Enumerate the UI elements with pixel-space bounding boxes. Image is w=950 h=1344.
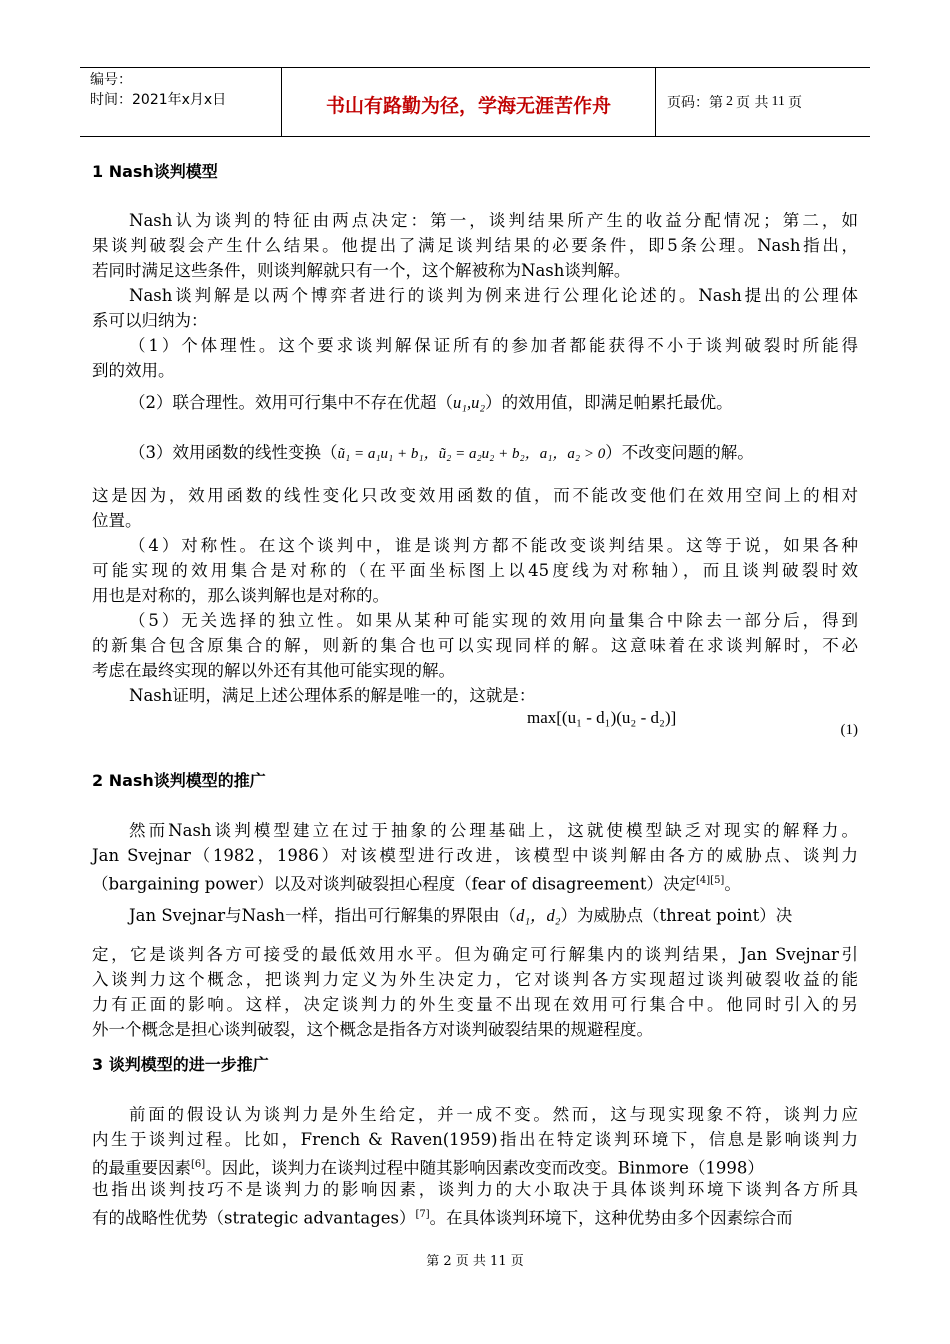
axiom-1-line: 到的效用。 [92,361,175,380]
axiom-2-text-end: ）的效用值，即满足帕累托最优。 [485,393,733,412]
paragraph-text-end: 。 [724,874,741,894]
header-motto-cell [282,68,656,136]
paragraph-line: 果谈判破裂会产生什么结果。他提出了满足谈判结果的必要条件，即5条公理。Nash指出， [92,236,858,255]
section-2-title: 2 Nash谈判模型的推广 [92,771,266,790]
equation-1-number: (1) [840,722,858,738]
paragraph-text-end: ）为威胁点（threat point）决 [560,906,793,925]
citation-ref: [7] [415,1209,430,1220]
axiom-4-line: 可能实现的效用集合是对称的（在平面坐标图上以45度线为对称轴），而且谈判破裂时效 [92,561,858,580]
paragraph-line: 系可以归纳为： [92,311,208,330]
page-header [80,67,870,137]
paragraph-text: 有的战略性优势（strategic advantages） [92,1208,416,1228]
page-mid: 页 共 [736,95,769,111]
axiom-3-text-end: ）不改变问题的解。 [605,443,754,462]
section-3-title: 3 谈判模型的进一步推广 [92,1055,269,1074]
axiom-2-math: u₁,u₂ [453,393,486,412]
axiom-4-line: 用也是对称的，那么谈判解也是对称的。 [92,586,389,605]
paragraph-text: Jan Svejnar与Nash一样，指出可行解集的界限由（ [129,906,517,925]
axiom-5-line: （5）无关选择的独立性。如果从某种可能实现的效用向量集合中除去一部分后，得到 [129,611,858,630]
paragraph-line: Jan Svejnar（1982，1986）对该模型进行改进，该模型中谈判解由各方的威胁点、谈判力 [92,846,858,865]
paragraph-line: Nash谈判解是以两个博弈者进行的谈判为例来进行公理化论述的。Nash提出的公理体 [129,286,858,305]
paragraph-text-end: 。因此，谈判力在谈判过程中随其影响因素改变而改变。Binmore（1998） [205,1158,764,1178]
axiom-3-text: （3）效用函数的线性变换（ [129,443,338,462]
header-motto: 书山有路勤为径，学海无涯苦作舟 [325,94,611,117]
document-time: 时间：2021年x月x日 [90,92,227,108]
axiom-1-line: （1）个体理性。这个要求谈判解保证所有的参加者都能获得不小于谈判破裂时所能得 [129,336,858,355]
paragraph-line [92,903,895,928]
paragraph-line: 定，它是谈判各方可接受的最低效用水平。但为确定可行解集内的谈判结果，Jan Svejnar引 [92,945,858,964]
paragraph-text-end: 。在具体谈判环境下，这种优势由多个因素综合而 [429,1208,793,1228]
axiom-5-line: 考虑在最终实现的解以外还有其他可能实现的解。 [92,661,455,680]
section-1-title: 1 Nash谈判模型 [92,162,218,181]
header-meta [80,68,282,136]
document-number-label: 编号： [90,72,132,88]
citation-ref: [4][5] [696,875,725,886]
axiom-2-line [92,390,895,415]
axiom-4-line: （4）对称性。在这个谈判中，谁是谈判方都不能改变谈判结果。这等于说，如果各种 [129,536,858,555]
equation-1: max[(u₁ - d₁)(u₂ - d₂)] [527,708,677,727]
paragraph-line: 然而Nash谈判模型建立在过于抽象的公理基础上，这就使模型缺乏对现实的解释力。 [129,821,858,840]
paragraph-line: 外一个概念是担心谈判破裂，这个概念是指各方对谈判破裂结果的规避程度。 [92,1020,653,1039]
axiom-5-line: 的新集合包含原集合的解，则新的集合也可以实现同样的解。这意味着在求谈判解时，不必 [92,636,858,655]
page-current: 2 [726,94,733,109]
page-prefix: 页码：第 [667,95,723,111]
paragraph-line: 也指出谈判技巧不是谈判力的影响因素，谈判力的大小取决于具体谈判环境下谈判各方所具 [92,1180,858,1199]
paragraph-line: 内生于谈判过程。比如，French & Raven(1959)指出在特定谈判环境下，信息是影响谈判力 [92,1130,858,1149]
paragraph-line: Nash证明，满足上述公理体系的解是唯一的，这就是： [129,686,536,705]
axiom-2-text: （2）联合理性。效用可行集中不存在优超（ [129,393,453,412]
page-suffix: 页 [787,95,802,111]
paragraph-line: Nash认为谈判的特征由两点决定：第一，谈判结果所产生的收益分配情况；第二，如 [129,211,858,230]
header-page-info [655,68,870,136]
citation-ref: [6] [191,1159,206,1170]
paragraph-line [92,1202,858,1231]
page-footer: 第 2 页 共 11 页 [426,1254,524,1269]
axiom-3-line [92,440,895,467]
threat-point-math: d₁，d₂ [516,906,561,925]
paragraph-text: （bargaining power）以及对谈判破裂担心程度（fear of disagreement）决定 [92,874,696,894]
page-total: 11 [771,94,785,109]
paragraph-text: 的最重要因素 [92,1158,191,1178]
paragraph-line: 入谈判力这个概念，把谈判力定义为外生决定力，它对谈判各方实现超过谈判破裂收益的能 [92,970,858,989]
paragraph-line: 前面的假设认为谈判力是外生给定，并一成不变。然而，这与现实现象不符，谈判力应 [129,1105,858,1124]
axiom-3-line: 位置。 [92,511,142,530]
paragraph-line: 若同时满足这些条件，则谈判解就只有一个，这个解被称为Nash谈判解。 [92,261,631,280]
axiom-3-line: 这是因为，效用函数的线性变化只改变效用函数的值，而不能改变他们在效用空间上的相对 [92,486,858,505]
axiom-3-math: ũ₁ = a₁u₁ + b₁，ũ₂ = a₂u₂ + b₂，a₁，a₂ > 0 [337,446,606,462]
paragraph-line: 力有正面的影响。这样，决定谈判力的外生变量不出现在效用可行集合中。他同时引入的另 [92,995,858,1014]
paragraph-line [92,868,858,897]
